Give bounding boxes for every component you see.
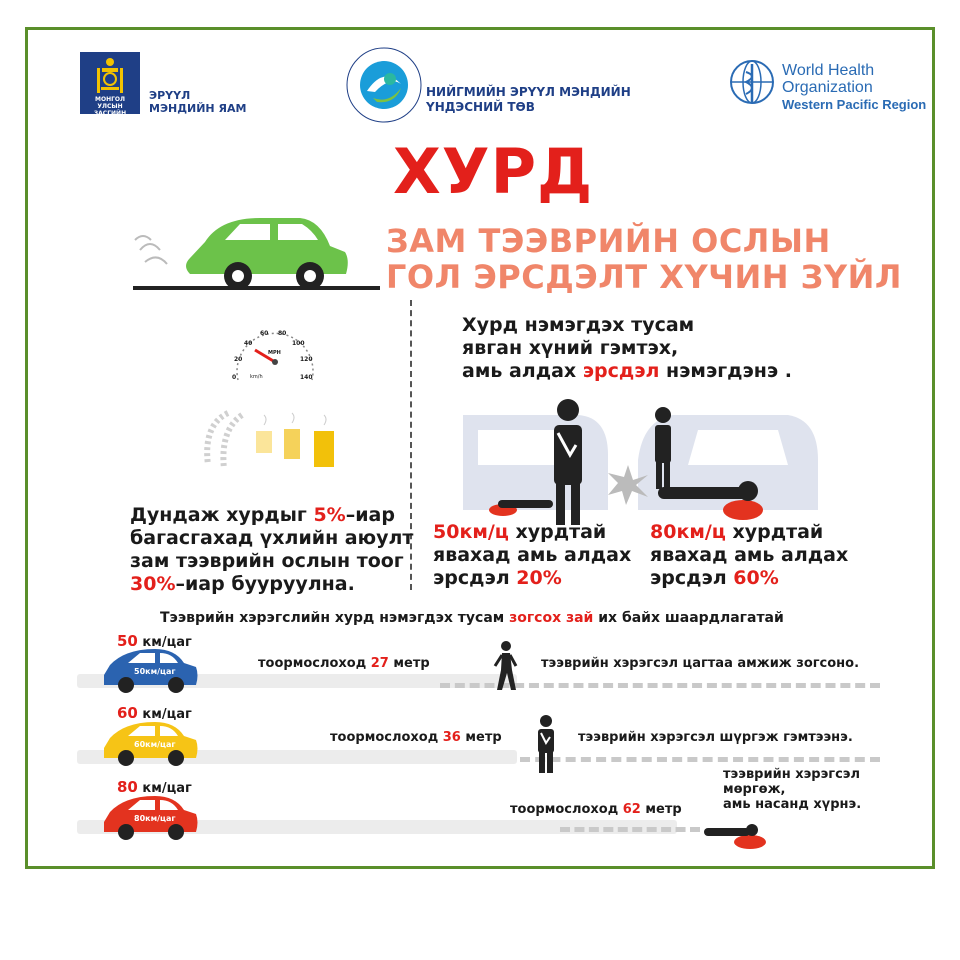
pct-20: 20% <box>516 567 562 589</box>
car-60 <box>100 718 200 768</box>
injured-pedestrian <box>534 715 558 773</box>
skid-candles-illustration <box>198 405 348 475</box>
ministry-logo <box>80 52 140 124</box>
ministry-name: ЭРҮҮЛ МЭНДИЙН ЯАМ <box>149 89 247 115</box>
speedometer-tick-100: 100 <box>292 340 305 347</box>
walking-pedestrian <box>492 640 518 692</box>
speedometer-tick-20: 20 <box>234 356 243 363</box>
tire-skid-icon <box>198 405 348 475</box>
car-badge-60: 60км/цаг <box>134 740 176 749</box>
page-title: ХУРД <box>393 135 594 208</box>
pedestrian-collision-icon <box>458 385 918 530</box>
fatal-pedestrian <box>700 818 770 852</box>
center-name: НИЙГМИЙН ЭРҮҮЛ МЭНДИЙН ҮНДЭСНИЙ ТӨВ <box>426 85 631 114</box>
outcome-60: тээврийн хэрэгсэл шүргэж гэмтээнэ. <box>578 730 853 745</box>
speed-reduction-text: Дундаж хурдыг 5%–иар багасгахад үхлийн аюулт зам тээврийн ослын тоог 30%–иар бууруулна. <box>130 504 414 595</box>
speedometer-unit-kmh: km/h <box>250 374 263 380</box>
car-badge-80: 80км/цаг <box>134 814 176 823</box>
speedometer-tick-40: 40 <box>244 340 253 347</box>
braking-distance-60: тоормослоход 36 метр <box>330 730 502 745</box>
outcome-50: тээврийн хэрэгсэл цагтаа амжиж зогсоно. <box>541 656 860 671</box>
risk-80kmh-text: 80км/ц хурдтай явахад амь алдах эрсдэл 60% <box>650 521 849 589</box>
speedometer-tick-120: 120 <box>300 356 313 363</box>
speedometer-illustration <box>230 322 320 387</box>
speedometer-tick-0: 0 <box>232 374 237 381</box>
braking-distance-50: тоормослоход 27 метр <box>258 656 430 671</box>
pct-5: 5% <box>313 504 346 526</box>
car-80 <box>100 792 200 842</box>
road-dash-row-2 <box>520 757 880 762</box>
speedometer-unit-mph: MPH <box>268 350 281 356</box>
pct-60: 60% <box>733 567 779 589</box>
speedometer-tick-80: 80 <box>278 330 287 337</box>
speed-50kmh: 50км/ц <box>433 521 509 543</box>
speed-label-60: 60 км/цаг <box>117 704 192 722</box>
road-dash-row-3 <box>560 827 700 832</box>
risk-50kmh-text: 50км/ц хурдтай явахад амь алдах эрсдэл 20% <box>433 521 632 589</box>
walking-person-icon <box>492 640 518 692</box>
lying-person-icon <box>700 818 770 852</box>
car-badge-50: 50км/цаг <box>134 667 176 676</box>
braking-heading: Тээврийн хэрэгслийн хурд нэмэгдэх тусам зогсох зай их байх шаардлагатай <box>160 610 784 626</box>
subtitle-line-2: ГОЛ ЭРСДЭЛТ ХҮЧИН ЗҮЙЛ <box>386 258 902 296</box>
speed-label-80: 80 км/цаг <box>117 778 192 796</box>
braking-distance-80: тоормослоход 62 метр <box>510 802 682 817</box>
injured-person-icon <box>534 715 558 773</box>
outcome-80: тээврийн хэрэгсэл мөргөж, амь насанд хүрнэ. <box>723 767 862 812</box>
speedometer-tick-140: 140 <box>300 374 313 381</box>
hero-road-line <box>133 286 380 290</box>
who-emblem-icon <box>728 58 776 106</box>
speed-80kmh: 80км/ц <box>650 521 726 543</box>
pedestrian-risk-text: Хурд нэмэгдэх тусам явган хүний гэмтэх, амь алдах эрсдэл нэмэгдэнэ . <box>462 314 792 382</box>
speed-label-50: 50 км/цаг <box>117 632 192 650</box>
speedometer-tick-60: 60 <box>260 330 269 337</box>
who-name: World Health Organization Western Pacific Region <box>782 62 927 112</box>
car-50 <box>100 645 200 695</box>
ministry-emblem-text: МОНГОЛ УЛСЫН ЗАСГИЙН ГАЗАР <box>93 96 127 124</box>
collision-illustration <box>458 385 918 530</box>
pct-30: 30% <box>130 573 176 595</box>
subtitle-line-1: ЗАМ ТЭЭВРИЙН ОСЛЫН <box>386 222 831 260</box>
public-health-center-emblem-icon <box>345 46 423 124</box>
who-logo <box>728 58 776 106</box>
center-logo <box>345 46 423 124</box>
